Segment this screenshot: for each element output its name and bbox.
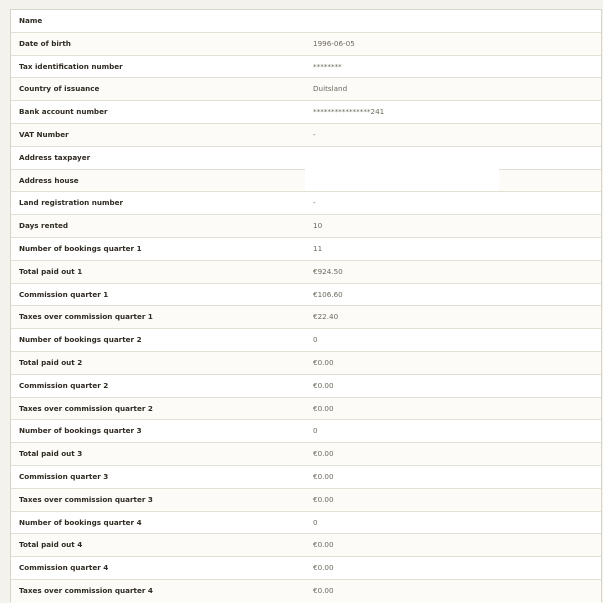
row-label: Bank account number (19, 107, 108, 117)
table-row-commission-q4 (11, 557, 601, 580)
row-label: Number of bookings quarter 2 (19, 335, 142, 345)
row-value: €22.40 (313, 312, 339, 322)
table-row-vat-number (11, 124, 601, 147)
row-value: 0 (313, 426, 318, 436)
row-label: Taxes over commission quarter 1 (19, 312, 153, 322)
row-value: 1996-06-05 (313, 38, 355, 48)
row-label: Name (19, 16, 43, 25)
table-row-bookings-q3 (11, 420, 601, 443)
row-value: 0 (313, 335, 318, 345)
row-label: Taxes over commission quarter 3 (19, 494, 153, 504)
redacted-address (305, 149, 499, 191)
row-label: Total paid out 4 (19, 540, 83, 550)
row-value: ****************241 (313, 107, 385, 117)
table-row-total-paid-q2 (11, 352, 601, 375)
table-row-commission-q2 (11, 375, 601, 398)
row-label: Land registration number (19, 198, 124, 208)
table-row-country-of-issuance (11, 78, 601, 101)
row-label: Number of bookings quarter 1 (19, 244, 142, 253)
table-row-bookings-q2 (11, 329, 601, 352)
row-label: Commission quarter 3 (19, 472, 109, 481)
table-row-total-paid-q3 (11, 443, 601, 466)
row-value: €0.00 (313, 358, 334, 367)
table-row-commission-q1 (11, 284, 601, 307)
row-label: Commission quarter 2 (19, 380, 109, 390)
row-label: Address taxpayer (19, 152, 91, 162)
table-row-taxes-q2 (11, 398, 601, 421)
row-label: Days rented (19, 221, 69, 231)
row-value: €924.50 (313, 266, 343, 276)
row-label: Taxes over commission quarter 2 (19, 403, 153, 413)
row-label: Total paid out 2 (19, 358, 83, 367)
row-value: Duitsland (313, 84, 348, 94)
row-value: €0.00 (313, 586, 334, 595)
table-row-days-rented (11, 215, 601, 238)
row-label: Tax identification number (19, 61, 123, 71)
table-row-bookings-q1 (11, 238, 601, 261)
row-value: €0.00 (313, 449, 334, 459)
table-row-total-paid-q4 (11, 534, 601, 557)
table-row-bookings-q4 (11, 512, 601, 535)
row-label: Date of birth (19, 38, 71, 48)
redacted-name (240, 12, 406, 30)
row-label: Total paid out 3 (19, 449, 83, 459)
table-row-total-paid-q1 (11, 261, 601, 284)
row-value: - (313, 198, 316, 208)
row-label: Number of bookings quarter 3 (19, 426, 142, 436)
row-value: - (313, 130, 316, 139)
row-value: ******** (313, 61, 342, 71)
table-row-tax-id (11, 56, 601, 79)
row-label: Number of bookings quarter 4 (19, 517, 142, 527)
row-label: Taxes over commission quarter 4 (19, 586, 153, 595)
row-value: €0.00 (313, 563, 334, 573)
row-value: €106.60 (313, 289, 343, 299)
row-label: Address house (19, 175, 79, 185)
row-label: Country of issuance (19, 84, 100, 94)
row-value: €0.00 (313, 494, 334, 504)
table-row-taxes-q3 (11, 489, 601, 512)
row-value: 11 (313, 244, 323, 253)
row-label: Commission quarter 1 (19, 289, 109, 299)
row-value: €0.00 (313, 540, 334, 550)
table-row-commission-q3 (11, 466, 601, 489)
table-row-taxes-q4 (11, 580, 601, 603)
table-row-bank-account (11, 101, 601, 124)
table-row-date-of-birth (11, 33, 601, 56)
row-label: VAT Number (19, 130, 69, 139)
row-label: Total paid out 1 (19, 266, 83, 276)
table-row-taxes-q1 (11, 306, 601, 329)
row-value: 0 (313, 517, 318, 527)
table-row-land-registration (11, 192, 601, 215)
row-value: 10 (313, 221, 323, 231)
row-value: €0.00 (313, 472, 334, 481)
row-value: €0.00 (313, 380, 334, 390)
tax-details-table (10, 9, 602, 602)
row-label: Commission quarter 4 (19, 563, 109, 573)
row-value: €0.00 (313, 403, 334, 413)
